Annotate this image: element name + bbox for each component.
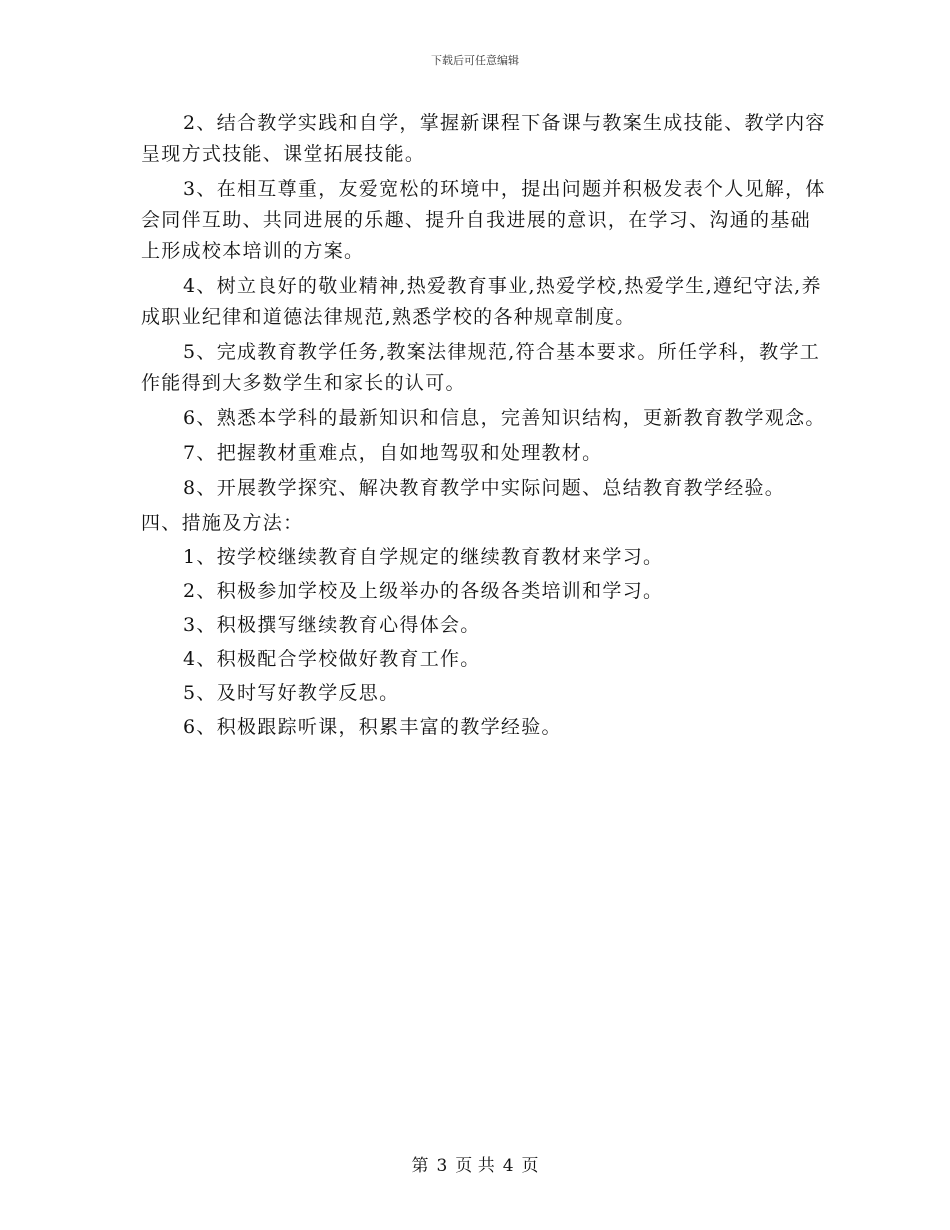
- paragraph-item-3: 3、在相互尊重，友爱宽松的环境中，提出问题并积极发表个人见解，体会同伴互助、共同进展的乐趣、提升自我进展的意识，在学习、沟通的基础上形成校本培训的方案。: [141, 178, 826, 262]
- paragraph-item-2: 2、结合教学实践和自学，掌握新课程下备课与教案生成技能、教学内容呈现方式技能、课堂拓展技能。: [141, 112, 826, 165]
- paragraph-item-5: 5、完成教育教学任务,教案法律规范,符合基本要求。所任学科，教学工作能得到大多数学生和家长的认可。: [141, 341, 821, 394]
- measure-item-3: 3、积极撰写继续教育心得体会。: [183, 614, 481, 636]
- footer-suffix: 页: [521, 1156, 539, 1176]
- section-heading: 四、措施及方法：: [141, 512, 304, 534]
- paragraph-item-4: 4、树立良好的敬业精神,热爱教育事业,热爱学校,热爱学生,遵纪守法,养成职业纪律和道德法律规范,熟悉学校的各种规章制度。: [141, 275, 822, 328]
- measure-item-6: 6、积极跟踪听课，积累丰富的教学经验。: [183, 716, 562, 738]
- paragraph-item-7: 7、把握教材重难点，自如地驾驭和处理教材。: [183, 442, 603, 464]
- current-page-number: 3: [436, 1156, 448, 1176]
- page-footer: [0, 1155, 950, 1177]
- measure-item-4: 4、积极配合学校做好教育工作。: [183, 648, 481, 670]
- footer-prefix: 第: [411, 1156, 429, 1176]
- measure-item-2: 2、积极参加学校及上级举办的各级各类培训和学习。: [183, 580, 664, 602]
- paragraph-item-8: 8、开展教学探究、解决教育教学中实际问题、总结教育教学经验。: [183, 477, 786, 499]
- total-page-number: 4: [502, 1156, 514, 1176]
- measure-item-1: 1、按学校继续教育自学规定的继续教育教材来学习。: [183, 546, 664, 568]
- measure-item-5: 5、及时写好教学反思。: [183, 682, 400, 704]
- footer-middle: 页 共: [455, 1156, 495, 1176]
- document-body: [141, 108, 831, 746]
- paragraph-item-6: 6、熟悉本学科的最新知识和信息，完善知识结构，更新教育教学观念。: [183, 407, 826, 429]
- page-header: 下载后可任意编辑: [431, 54, 519, 67]
